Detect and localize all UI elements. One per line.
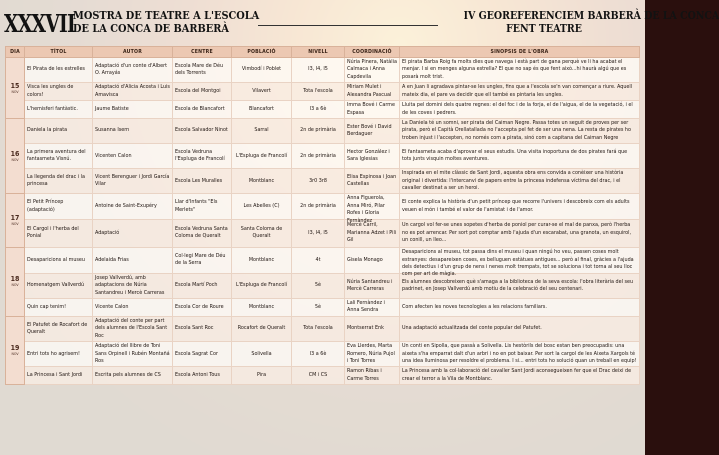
cell-level xyxy=(292,144,345,169)
cell-synopsis xyxy=(400,83,640,101)
day-cell xyxy=(6,58,25,119)
cell-coordination xyxy=(345,342,400,367)
day-month: NOV xyxy=(11,352,19,357)
cell-level xyxy=(292,273,345,298)
cell-town xyxy=(232,119,292,144)
cell-town-text: Montblanc xyxy=(248,256,275,263)
cell-coordination xyxy=(345,219,400,247)
cell-title-text: El Cargol i l'herba del Ponial xyxy=(27,225,79,240)
header xyxy=(0,0,719,46)
day-cell xyxy=(6,247,25,316)
cell-title-text: Entri tots ho agrisem! xyxy=(27,350,80,357)
cell-author-text: Adaptació del conte per part dels alumnes de l'Escola Sant Roc xyxy=(95,317,168,339)
cell-town xyxy=(232,342,292,367)
cell-title-text: El Pirata de les estrelles xyxy=(27,66,85,73)
cell-title xyxy=(25,101,93,119)
cell-title-text: La Princesa i Sant Jordi xyxy=(27,372,83,379)
table-row xyxy=(6,83,640,101)
day-number: 16 xyxy=(10,149,20,158)
cell-coordination-text: Mercè Carril, Marianna Adzet i Pili Gil xyxy=(347,222,397,244)
cell-coordination xyxy=(345,273,400,298)
cell-level-text: CM i CS xyxy=(308,372,328,379)
cell-author-text: Escrita pels alumnes de CS xyxy=(95,372,161,379)
cell-coordination xyxy=(345,247,400,273)
cell-synopsis-text: El pirata Barba Roig fa molts dies que navega i està part de gana perquè ve li ha acabat el menjar. I si en menges alguna estrella? El que no sap és que fent això...hi haurà algú que es posarà molt trist. xyxy=(402,59,627,80)
cell-town xyxy=(232,273,292,298)
cell-town xyxy=(232,144,292,169)
cell-level xyxy=(292,247,345,273)
cell-level xyxy=(292,119,345,144)
cell-author xyxy=(93,119,173,144)
cell-author xyxy=(93,299,173,317)
cell-synopsis-text: El conte explica la història d'un petit príncep que recorre l'univers i descobreix com els adults veuen el món i també el valor de l'amistat i de l'amor. xyxy=(402,199,630,213)
cell-town-text: Sarral xyxy=(254,127,269,134)
cell-author-text: Adaptació d'Alicia Acosta i Luis Amavisca xyxy=(95,84,170,98)
day-number: 18 xyxy=(10,275,20,284)
cell-synopsis-text: El fantasmeta acaba d'aprovar el seus estudis. Una visita inoportuna de dos pirates fará que tots junts visquin moltes aventures. xyxy=(402,148,628,163)
cell-town xyxy=(232,367,292,385)
cell-coordination-text: Miriam Mulet i Alexandra Pascual xyxy=(347,84,392,98)
cell-author xyxy=(93,219,173,247)
cell-synopsis-text: Un cargol vol fer-se unes sopetes d'herba de poniol per curar-se el mal de panxa, però l'herba no es pot arrencar. Per sort pot comptar amb l'ajuda d'un escarabat, una granota, un esquirol, un conill, un lleo... xyxy=(402,222,631,244)
cell-synopsis xyxy=(400,219,640,247)
cell-coordination xyxy=(345,316,400,341)
table-body xyxy=(6,58,640,385)
table-row xyxy=(6,299,640,317)
cell-school-text: Escola del Montgoi xyxy=(175,88,221,95)
cell-town-text: Montblanc xyxy=(248,303,275,310)
cell-synopsis-text: Una adaptació actualitzada del conte popular del Patufet. xyxy=(402,325,542,332)
cell-author-text: Antoine de Saint-Exupéry xyxy=(95,202,157,209)
cell-synopsis-text: Com afecten les noves tecnologies a les relacions familiars. xyxy=(402,303,547,310)
cell-coordination xyxy=(345,194,400,224)
cell-level-text: 5è xyxy=(314,282,322,289)
table-row xyxy=(6,247,640,273)
georef-line: IV GEOREFERENCIEM BARBERÀ DE LA CONCA xyxy=(463,8,719,22)
cell-coordination-text: Ramon Ribas i Carme Torres xyxy=(347,368,382,382)
column-header: COORDINACIÓ xyxy=(345,47,400,58)
table-row xyxy=(6,144,640,169)
cell-author xyxy=(93,342,173,367)
day-cell xyxy=(6,194,25,247)
cell-title-text: Daniela la pirata xyxy=(27,127,68,134)
cell-title xyxy=(25,342,93,367)
cell-school-text: Llar d'Infants "Els Merlets" xyxy=(175,199,218,213)
cell-synopsis-text: Inspirada en el mite clàssic de Sant Jordi, aquesta obra ens convida a conèixer una història original i divertida: l'intercanvi de papers entre la princesa indefensa víctima del drac, i el cavaller destinat a ser un heroi. xyxy=(402,170,624,192)
cell-author xyxy=(93,194,173,219)
cell-town-text: Rocafort de Queralt xyxy=(237,325,286,332)
cell-town-text: Blancafort xyxy=(249,105,274,112)
edition-number: XXXVII xyxy=(4,9,75,38)
day-number: 19 xyxy=(10,344,20,353)
cell-title-text: Quin cap tenim! xyxy=(27,303,67,310)
cell-school xyxy=(173,144,232,169)
cell-synopsis-text: Un conti en Sipolla, que passà a Solivella. Lis hestòrils del bosc estan ben preocupadis: una aixeta s'ha emparrat dalt d'un arbri i no en pot baixar. Per sort la cargol de les Aixeta Xargols té una idea lluminosa per resoldre el problema. I si... entri tots ho solució quan un treball en equip! xyxy=(402,343,637,364)
cell-author xyxy=(93,101,173,119)
cell-school-text: Escola Mare de Déu dels Torrents xyxy=(175,62,224,77)
day-month: NOV xyxy=(11,283,19,288)
cell-level-text: 5è xyxy=(314,303,322,310)
table-row xyxy=(6,58,640,83)
cell-synopsis xyxy=(400,299,640,317)
cell-town-text: Santa Coloma de Queralt xyxy=(240,225,283,240)
cell-level-text: I3, I4, I5 xyxy=(308,229,328,236)
cell-title xyxy=(25,316,93,341)
cell-synopsis xyxy=(400,194,640,219)
cell-level xyxy=(292,169,345,194)
cell-town xyxy=(232,83,292,101)
cell-author xyxy=(93,58,173,83)
cell-coordination-text: Anna Figuerola, Anna Miró, Pilar Rofes i Gloria Fernàndez xyxy=(347,195,385,224)
table-row xyxy=(6,119,640,144)
cell-level xyxy=(292,342,345,367)
column-header: AUTOR xyxy=(93,47,173,58)
table-row xyxy=(6,101,640,119)
cell-title xyxy=(25,247,93,273)
cell-author-text: Josep Vallverdú, amb adaptacions de Núria Santandreu i Mercè Carreras xyxy=(95,274,165,296)
cell-school xyxy=(173,119,232,144)
cell-level xyxy=(292,194,345,219)
festival-title-line-1: MOSTRA DE TEATRE A L'ESCOLA xyxy=(73,8,260,22)
cell-title-text: La llegenda del drac i la princesa xyxy=(27,173,86,188)
cell-level-text: I3 a 6è xyxy=(309,350,327,357)
cell-title-text: L'hemisferi fantàstic. xyxy=(27,105,78,112)
cell-town xyxy=(232,101,292,119)
cell-author xyxy=(93,83,173,101)
day-cell xyxy=(6,119,25,194)
column-header: DIA xyxy=(6,47,25,58)
cell-synopsis xyxy=(400,144,640,169)
cell-title-text: El Patufet de Rocafort de Queralt xyxy=(27,321,88,335)
cell-level-text: Tota l'escola xyxy=(303,88,333,95)
cell-town xyxy=(232,316,292,341)
cell-town-text: Vimbodí i Poblet xyxy=(241,66,282,73)
cell-title-text: La primera aventura del fantasmeta Visnú. xyxy=(27,148,86,163)
cell-synopsis xyxy=(400,247,640,278)
cell-coordination-text: Gisela Monago xyxy=(347,256,383,263)
cell-synopsis xyxy=(400,58,640,83)
cell-level-text: I3 a 6è xyxy=(309,105,327,112)
day-number: 15 xyxy=(10,81,20,90)
cell-level xyxy=(292,83,345,101)
cell-title-text: Homenatgem Vallverdú xyxy=(27,282,85,289)
cell-author-text: Vicent Berenguer i Jordi García Vilar xyxy=(95,173,170,188)
table-row xyxy=(6,316,640,341)
cell-school xyxy=(173,316,232,341)
cell-coordination-text: Eva Llerdes, Marta Romero, Núria Pujol i Toni Torres xyxy=(347,343,395,364)
cell-title xyxy=(25,299,93,317)
header-divider xyxy=(258,25,438,26)
cell-school-text: Escola Cor de Roure xyxy=(175,303,224,310)
cell-synopsis xyxy=(400,342,640,367)
cell-author xyxy=(93,316,173,341)
schedule-table xyxy=(5,46,640,385)
cell-town xyxy=(232,58,292,83)
cell-school-text: Escola Vedruna l'Espluga de Francolí xyxy=(175,148,225,163)
cell-school xyxy=(173,299,232,317)
cell-synopsis-text: Lluita pel domini dels quatre regnes: el del foc i de la forja, el de l'aigua, el de la vegetació, i el de les coves i pedrers. xyxy=(402,102,633,116)
cell-coordination xyxy=(345,119,400,144)
cell-title xyxy=(25,219,93,247)
cell-level-text: 3r0 3r8 xyxy=(309,177,327,184)
cell-level-text: 4t xyxy=(315,256,321,263)
cell-title xyxy=(25,169,93,194)
cell-synopsis-text: Desaparicions al museu, tot passa dins el museu i quan ningú ho veu, passen coses molt estranyes: desapareixen coses, es belluguen estàtues antigues... però al final, gràcies a l'ajuda dels detectius i d'un grup de nens i nenes molt trempats, tot se soluciona i tot torna al seu lloc com per art de màgia. xyxy=(402,249,634,278)
cell-town xyxy=(232,247,292,273)
day-month: NOV xyxy=(11,157,19,162)
cell-coordination xyxy=(345,83,400,101)
cell-title-text: Desaparicions al museu xyxy=(27,256,85,263)
cell-school-text: Escola Martí Poch xyxy=(175,282,218,289)
cell-school-text: Col·legi Mare de Déu de la Serra xyxy=(175,252,226,267)
event-subtitle xyxy=(463,8,719,35)
table-row xyxy=(6,342,640,367)
cell-town-text: L'Espluga de Francolí xyxy=(235,152,288,159)
cell-school xyxy=(173,194,232,219)
table-header-row xyxy=(6,47,640,58)
cell-level-text: Tota l'escola xyxy=(303,325,333,332)
cell-author xyxy=(93,144,173,169)
column-header: TÍTOL xyxy=(25,47,93,58)
cell-coordination xyxy=(345,367,400,385)
cell-school-text: Escola de Blancafort xyxy=(175,105,225,112)
day-month: NOV xyxy=(11,89,19,94)
column-header: POBLACIÓ xyxy=(232,47,292,58)
cell-coordination xyxy=(345,169,400,194)
cell-coordination-text: Hector González i Sara Iglesias xyxy=(347,148,390,163)
cell-school xyxy=(173,367,232,385)
cell-town xyxy=(232,219,292,247)
cell-town-text: Vilavert xyxy=(252,88,271,95)
cell-author xyxy=(93,247,173,273)
table-row xyxy=(6,169,640,194)
cell-synopsis xyxy=(400,316,640,341)
day-month: NOV xyxy=(11,222,19,227)
cell-coordination-text: Imma Bové i Carme Espasa xyxy=(347,102,395,116)
cell-coordination-text: Elisa Espinosa i Joan Castellas xyxy=(347,173,397,188)
column-header: NIVELL xyxy=(292,47,345,58)
cell-school xyxy=(173,273,232,298)
cell-synopsis xyxy=(400,367,640,385)
cell-town-text: Les Abelles (C) xyxy=(243,202,280,209)
cell-school-text: Escola Vedruna Santa Coloma de Queralt xyxy=(175,225,228,240)
cell-town-text: L'Espluga de Francolí xyxy=(235,282,288,289)
cell-title xyxy=(25,194,93,219)
table-row xyxy=(6,194,640,219)
cell-town xyxy=(232,194,292,219)
cell-title-text: Visca les ungles de colors! xyxy=(27,84,74,98)
cell-level-text: 2n de primària xyxy=(300,127,336,134)
cell-author-text: Adaptació del llibre de Toni Sans Orpinell i Rubén Montañá Ros xyxy=(95,343,170,364)
cell-school xyxy=(173,247,232,273)
cell-title xyxy=(25,58,93,83)
cell-school xyxy=(173,169,232,194)
cell-level xyxy=(292,299,345,317)
cell-author-text: Vicenten Calon xyxy=(95,152,132,159)
cell-level xyxy=(292,101,345,119)
cell-coordination-text: Núria Pinera, Natàlia Calmaca i Anna Capdevila xyxy=(347,59,397,80)
cell-author xyxy=(93,367,173,385)
cell-synopsis-text: Els alumnes descobreixen què s'amaga a la biblioteca de la seva escola: l'obra literària del seu padrinet, en Josep Vallverdú amb motiu de la celebració del seu centenari. xyxy=(402,278,634,292)
cell-school xyxy=(173,219,232,247)
cell-coordination-text: Lali Fernàndez i Anna Sendra xyxy=(347,300,385,314)
cell-author-text: Adelaida Frias xyxy=(95,256,129,263)
cell-title-text: El Petit Príncep (adaptació) xyxy=(27,199,64,213)
cell-school-text: Escola Les Muralles xyxy=(175,177,223,184)
column-header: CENTRE xyxy=(173,47,232,58)
cell-coordination xyxy=(345,58,400,83)
cell-level-text: 2n de primària xyxy=(300,202,336,209)
cell-title xyxy=(25,119,93,144)
festival-title xyxy=(73,8,260,35)
cell-synopsis-text: A en Juan li agradava pintar-se les ungles, fins que a l'escola se'n van començar a riure. Aquell mateix dia, el pare va decidir que ell també es pintaria les ungles. xyxy=(402,84,633,98)
cell-school-text: Escola Sant Roc xyxy=(175,325,214,332)
festival-title-line-2: DE LA CONCA DE BARBERÀ xyxy=(73,21,229,35)
cell-author-text: Adaptació d'un conte d'Albert O. Arrayás xyxy=(95,62,168,77)
cell-school xyxy=(173,58,232,83)
cell-level-text: 2n de primària xyxy=(300,152,336,159)
cell-author-text: Adaptació xyxy=(95,229,120,236)
cell-school-text: Escola Antoni Tous xyxy=(175,372,220,379)
cell-coordination-text: Ester Bové i David Berdaguer xyxy=(347,123,392,138)
cell-coordination xyxy=(345,101,400,119)
cell-synopsis-text: La Daniela té un somni, ser pirata del Caiman Negre. Passa totes un seguit de proves per ser pirata, però el Capità Orellatallada no l'accepta pel fet de ser una nena. La resta de pirates ho troben injust i l'accepten, no només com a pirata, sinó com a capitana del Caiman Negre xyxy=(402,120,631,141)
cell-town-text: Pira xyxy=(256,372,267,379)
cell-town xyxy=(232,299,292,317)
cell-coordination-text: Núria Santandreu i Mercè Carreras xyxy=(347,278,393,292)
cell-author-text: Vicente Calon xyxy=(95,303,129,310)
cell-town-text: Montblanc xyxy=(248,177,275,184)
fent-teatre-line: FENT TEATRE xyxy=(506,21,582,35)
cell-school-text: Escola Sagrat Cor xyxy=(175,350,218,357)
cell-school-text: Escola Salvador Ninot xyxy=(175,127,228,134)
cell-coordination xyxy=(345,144,400,169)
cell-school xyxy=(173,101,232,119)
cell-author-text: Jaume Batiste xyxy=(95,105,129,112)
cell-synopsis-text: La Princesa amb la col·laboració del cavaller Sant Jordi aconsegueixen fer que el Drac deixi de crear el terror a la Vila de Montblanc. xyxy=(402,368,632,382)
day-number: 17 xyxy=(10,214,20,223)
cell-level xyxy=(292,219,345,247)
cell-synopsis xyxy=(400,101,640,119)
cell-coordination-text: Montserrat Enk xyxy=(347,325,384,332)
cell-town-text: Solivella xyxy=(251,350,272,357)
cell-title xyxy=(25,367,93,385)
cell-title xyxy=(25,273,93,298)
cell-school xyxy=(173,342,232,367)
cell-coordination xyxy=(345,299,400,317)
column-header: SINOPSIS DE L'OBRA xyxy=(400,47,640,58)
cell-title xyxy=(25,144,93,169)
cell-author-text: Susanna Isern xyxy=(95,127,130,134)
cell-author xyxy=(93,169,173,194)
day-cell xyxy=(6,316,25,384)
cell-level xyxy=(292,367,345,385)
cell-level-text: I3, I4, I5 xyxy=(308,66,328,73)
cell-author xyxy=(93,273,173,298)
cell-title xyxy=(25,83,93,101)
cell-school xyxy=(173,83,232,101)
table-row xyxy=(6,273,640,298)
table-row xyxy=(6,219,640,247)
cell-synopsis xyxy=(400,169,640,194)
cell-level xyxy=(292,316,345,341)
table-row xyxy=(6,367,640,385)
cell-level xyxy=(292,58,345,83)
cell-synopsis xyxy=(400,119,640,144)
cell-town xyxy=(232,169,292,194)
